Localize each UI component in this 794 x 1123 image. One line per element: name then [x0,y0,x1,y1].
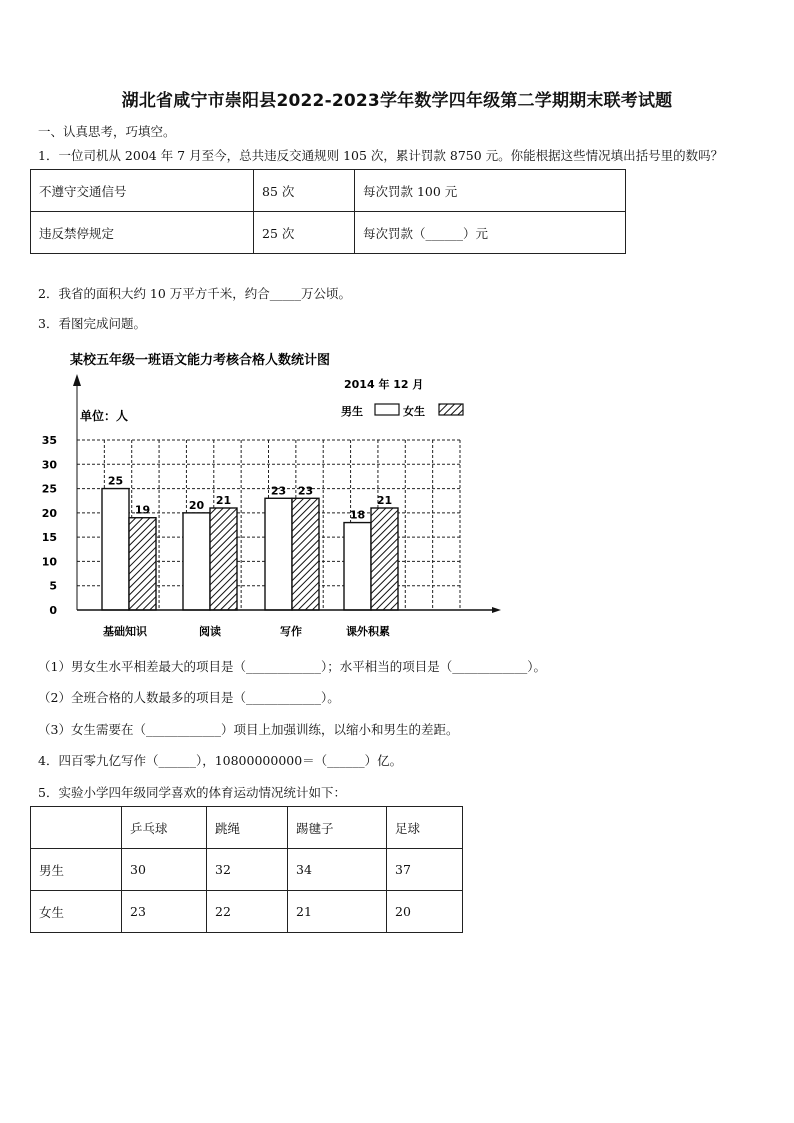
chart-legend [341,404,463,418]
table-row [31,170,626,212]
data-label: 21 [215,494,232,507]
x-category-label: 基础知识 [103,625,147,638]
y-tick-label: 0 [49,604,57,617]
bar-boys [344,523,371,610]
bar-boys [183,513,210,610]
chart-subtitle: 2014 年 12 月 [344,378,424,391]
bar-girls [129,518,156,610]
chart-title: 某校五年级一班语文能力考核合格人数统计图 [70,353,331,368]
table-header-row [31,807,463,849]
y-axis [42,374,81,617]
legend-label-boys: 男生 [341,405,363,418]
x-category-label: 课外积累 [346,625,390,638]
table-cell: 30 [122,849,207,891]
question-4-text: 4．四百零九亿写作（______），10800000000＝（______）亿。 [38,753,403,768]
table-row [31,849,463,891]
table-cell: 女生 [31,891,122,933]
table-cell: 25 次 [254,212,355,254]
table-row [31,212,626,254]
y-tick-label: 35 [41,434,57,447]
bar-girls [292,498,319,610]
table-header-cell [31,807,122,849]
question-1-text: 1．一位司机从 2004 年 7 月至今，总共违反交通规则 105 次，累计罚款 8750 元。你能根据这些情况填出括号里的数吗？ [38,148,724,163]
data-label: 21 [376,494,393,507]
table-cell: 23 [122,891,207,933]
chart-bars [102,475,398,610]
table-row [31,891,463,933]
table-header-cell: 跳绳 [207,807,288,849]
y-tick-label: 15 [41,531,57,545]
table-cell: 20 [387,891,463,933]
question-3-text: 3．看图完成问题。 [38,316,146,331]
bar-girls [371,508,398,610]
chart-unit-label: 单位：人 [80,409,129,423]
table-cell: 每次罚款 100 元 [355,170,626,212]
table-cell: 37 [387,849,463,891]
table-cell: 男生 [31,849,122,891]
data-label: 23 [270,484,287,498]
question-2-text: 2．我省的面积大约 10 万平方千米，约合_____万公顷。 [38,286,352,301]
table-header-cell: 乒乓球 [122,807,207,849]
table-cell: 22 [207,891,288,933]
table-cell: 34 [288,849,387,891]
table-cell: 违反禁停规定 [31,212,254,254]
legend-swatch-boys [375,404,399,415]
legend-swatch-girls [439,404,463,415]
table-cell: 不遵守交通信号 [31,170,254,212]
table-cell: 32 [207,849,288,891]
x-category-label: 阅读 [199,625,221,638]
page-title: 湖北省咸宁市崇阳县2022-2023学年数学四年级第二学期期末联考试题 [121,91,673,111]
bar-boys [102,489,129,610]
question-3-part-3: （3）女生需要在（____________）项目上加强训练，以缩小和男生的差距。 [38,722,459,737]
table-header-cell: 踢毽子 [288,807,387,849]
bar-boys [265,498,292,610]
y-tick-label: 30 [41,458,57,472]
y-tick-label: 20 [41,506,57,520]
section-heading: 一、认真思考，巧填空。 [38,124,176,139]
data-label: 25 [107,474,124,488]
x-axis [77,607,501,638]
table-cell: 85 次 [254,170,355,212]
legend-label-girls: 女生 [403,405,425,418]
question-5-text: 5．实验小学四年级同学喜欢的体育运动情况统计如下： [38,785,346,800]
data-label: 20 [188,498,205,512]
y-tick-label: 5 [49,579,57,593]
data-label: 18 [349,508,366,522]
question-3-part-2: （2）全班合格的人数最多的项目是（____________）。 [38,690,340,705]
y-tick-label: 25 [41,482,57,496]
violation-table [30,169,626,254]
bar-girls [210,508,237,610]
data-label: 23 [297,484,314,498]
table-header-cell: 足球 [387,807,463,849]
x-axis-arrow [492,607,501,613]
sports-table [30,806,463,933]
data-label: 19 [134,503,151,517]
question-3-part-1: （1）男女生水平相差最大的项目是（____________）；水平相当的项目是（____________）。 [38,659,546,674]
table-cell: 21 [288,891,387,933]
x-category-label: 写作 [280,625,302,638]
y-tick-label: 10 [41,555,57,569]
bar-chart [30,340,510,645]
answer-blank-cell[interactable]: 每次罚款（______）元 [355,212,626,254]
y-axis-arrow [73,374,81,386]
